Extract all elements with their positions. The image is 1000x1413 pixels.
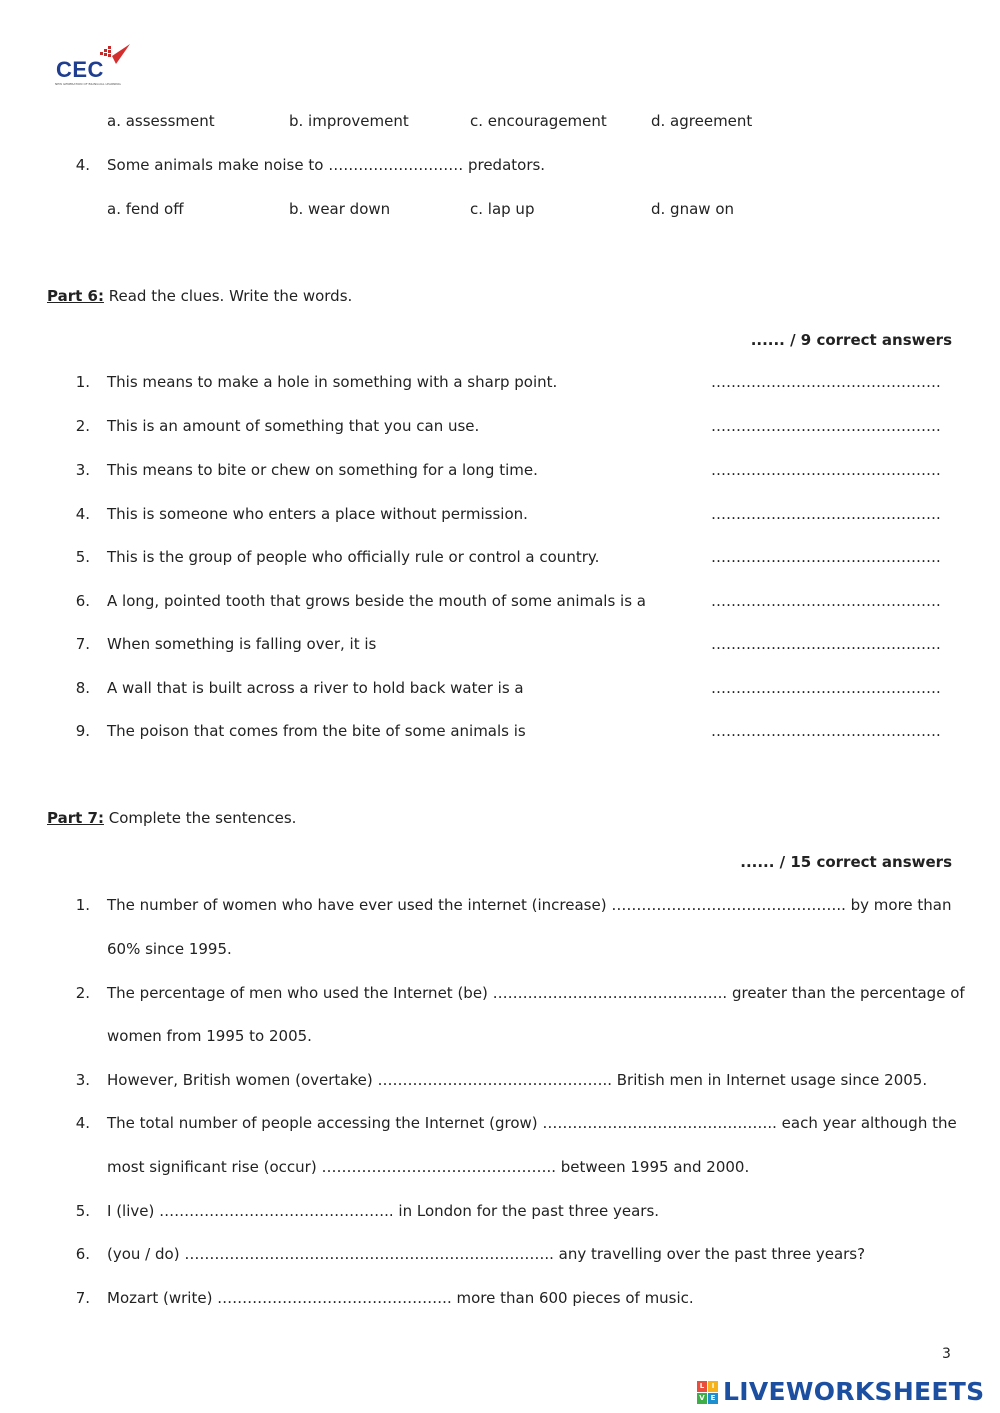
part6-item-clue: This means to make a hole in something with a sharp point.	[107, 373, 558, 391]
q3-option-c: c. encouragement	[470, 112, 607, 130]
logo-text: CEC	[56, 57, 104, 82]
q3-option-d: d. agreement	[651, 112, 753, 130]
part6-item-number: 7.	[75, 635, 90, 653]
part7-item-number: 5.	[75, 1202, 90, 1220]
q3-option-b: b. improvement	[289, 112, 409, 130]
q4-text-after: predators.	[467, 156, 546, 174]
part6-item-number: 4.	[75, 505, 90, 523]
cec-logo	[52, 42, 142, 88]
lw-icon-tile: V	[697, 1393, 707, 1404]
part7-score: ...... / 15 correct answers	[740, 853, 952, 871]
q4-option-a: a. fend off	[107, 200, 184, 218]
part6-item-clue: This is someone who enters a place without permission.	[107, 505, 528, 523]
part6-answer-blank[interactable]: ……………………………………….	[711, 505, 941, 523]
part6-answer-blank[interactable]: ……………………………………….	[711, 548, 941, 566]
part6-item-number: 9.	[75, 722, 90, 740]
part6-item-clue: This is an amount of something that you can use.	[107, 417, 480, 435]
liveworksheets-brand: LIVEWORKSHEETS	[723, 1377, 985, 1406]
part6-label: Part 6:	[47, 287, 104, 305]
part7-item-line: 60% since 1995.	[107, 940, 232, 958]
part6-answer-blank[interactable]: ……………………………………….	[711, 722, 941, 740]
lw-icon-tile: L	[697, 1381, 707, 1392]
part6-item-clue: When something is falling over, it is	[107, 635, 377, 653]
q4-text-before: Some animals make noise to	[107, 156, 324, 174]
part7-item-line[interactable]: The number of women who have ever used the internet (increase) ……………………………………….. by more than	[107, 896, 952, 914]
part6-item-number: 8.	[75, 679, 90, 697]
part6-answer-blank[interactable]: ……………………………………….	[711, 373, 941, 391]
part6-item-clue: A long, pointed tooth that grows beside the mouth of some animals is a	[107, 592, 646, 610]
q4-option-b: b. wear down	[289, 200, 391, 218]
q4-number: 4.	[75, 156, 90, 174]
part6-answer-blank[interactable]: ……………………………………….	[711, 679, 941, 697]
part6-item-number: 6.	[75, 592, 90, 610]
part7-item-number: 7.	[75, 1289, 90, 1307]
lw-icon-tile: E	[708, 1393, 718, 1404]
part6-item-clue: This means to bite or chew on something for a long time.	[107, 461, 538, 479]
part6-item-number: 1.	[75, 373, 90, 391]
part7-item-number: 4.	[75, 1114, 90, 1132]
part7-item-line[interactable]: The percentage of men who used the Internet (be) ……………………………………….. greater than the percentage of	[107, 984, 965, 1002]
part6-instruction: Read the clues. Write the words.	[108, 287, 353, 305]
part7-item-line[interactable]: However, British women (overtake) ……………………………………….. British men in Internet usage since 2005.	[107, 1071, 928, 1089]
part6-answer-blank[interactable]: ……………………………………….	[711, 592, 941, 610]
liveworksheets-icon	[697, 1381, 719, 1405]
part6-item-clue: This is the group of people who officially rule or control a country.	[107, 548, 600, 566]
part6-answer-blank[interactable]: ……………………………………….	[711, 417, 941, 435]
q3-option-a: a. assessment	[107, 112, 215, 130]
part7-heading	[47, 809, 296, 827]
part6-heading	[47, 287, 352, 305]
lw-icon-tile: I	[708, 1381, 718, 1392]
q4-option-c: c. lap up	[470, 200, 535, 218]
part6-item-clue: A wall that is built across a river to hold back water is a	[107, 679, 524, 697]
q4-sentence	[107, 156, 545, 174]
part7-item-line[interactable]: The total number of people accessing the Internet (grow) ……………………………………….. each year although the	[107, 1114, 957, 1132]
part6-item-number: 3.	[75, 461, 90, 479]
part7-label: Part 7:	[47, 809, 104, 827]
part7-item-line[interactable]: most significant rise (occur) ……………………………………….. between 1995 and 2000.	[107, 1158, 750, 1176]
part7-item-number: 6.	[75, 1245, 90, 1263]
part7-item-number: 2.	[75, 984, 90, 1002]
part7-item-number: 3.	[75, 1071, 90, 1089]
part7-item-line[interactable]: Mozart (write) ……………………………………….. more than 600 pieces of music.	[107, 1289, 694, 1307]
part7-item-line: women from 1995 to 2005.	[107, 1027, 312, 1045]
q4-blank[interactable]: ………………………	[328, 156, 464, 174]
part6-answer-blank[interactable]: ……………………………………….	[711, 461, 941, 479]
q4-option-d: d. gnaw on	[651, 200, 734, 218]
part6-answer-blank[interactable]: ……………………………………….	[711, 635, 941, 653]
part6-item-number: 2.	[75, 417, 90, 435]
part6-item-clue: The poison that comes from the bite of some animals is	[107, 722, 526, 740]
part7-item-line[interactable]: (you / do) ……………………………………………………………….. any travelling over the past three years?	[107, 1245, 866, 1263]
part7-item-line[interactable]: I (live) ……………………………………….. in London for the past three years.	[107, 1202, 660, 1220]
part7-item-number: 1.	[75, 896, 90, 914]
logo-tagline: NEW GENERATION OF BILINGUAL LEARNING	[55, 82, 121, 86]
part7-instruction: Complete the sentences.	[108, 809, 297, 827]
page-number: 3	[942, 1346, 951, 1362]
part6-item-number: 5.	[75, 548, 90, 566]
part6-score: ...... / 9 correct answers	[750, 331, 952, 349]
